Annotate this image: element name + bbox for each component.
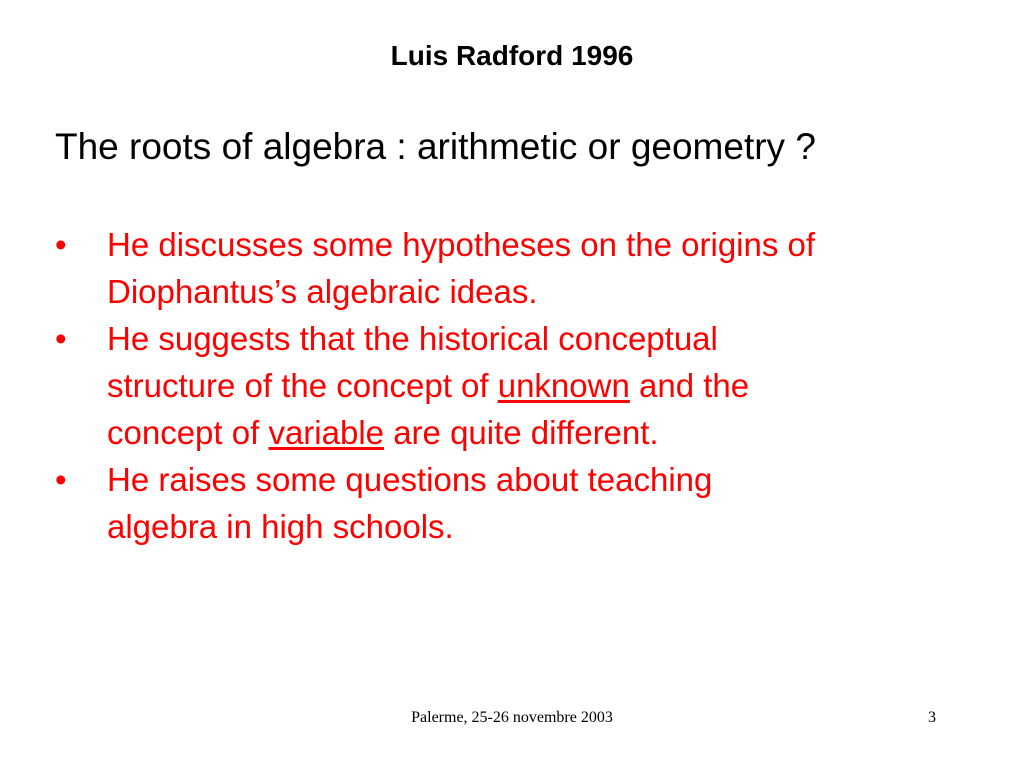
bullet-line: algebra in high schools. [107,508,454,545]
page-number: 3 [928,709,936,726]
bullet-line [107,362,1005,409]
underlined-term-variable: variable [268,414,385,451]
slide-subtitle: The roots of algebra : arithmetic or geometry ? [55,126,816,167]
bullet-item [55,221,1005,315]
bullet-line: He discusses some hypotheses on the origins of [107,226,816,263]
bullet-marker: • [55,461,67,498]
bullet-marker: • [55,320,67,357]
bullet-item [55,315,1005,456]
bullet-line: He suggests that the historical conceptual [107,320,718,357]
footer-text: Palerme, 25-26 novembre 2003 [411,709,613,726]
bullet-text-segment: are quite different. [384,414,659,451]
bullet-text-segment: and the [629,367,750,404]
bullet-line: He raises some questions about teaching [107,461,713,498]
bullet-text-segment: structure of the concept of [107,367,498,404]
underlined-term-unknown: unknown [497,367,630,404]
bullet-list [55,221,1005,550]
slide-title: Luis Radford 1996 [390,40,634,71]
bullet-line [107,409,1005,456]
bullet-text-segment: concept of [107,414,269,451]
bullet-marker: • [55,226,67,263]
bullet-line: Diophantus’s algebraic ideas. [107,273,538,310]
bullet-item [55,456,1005,550]
